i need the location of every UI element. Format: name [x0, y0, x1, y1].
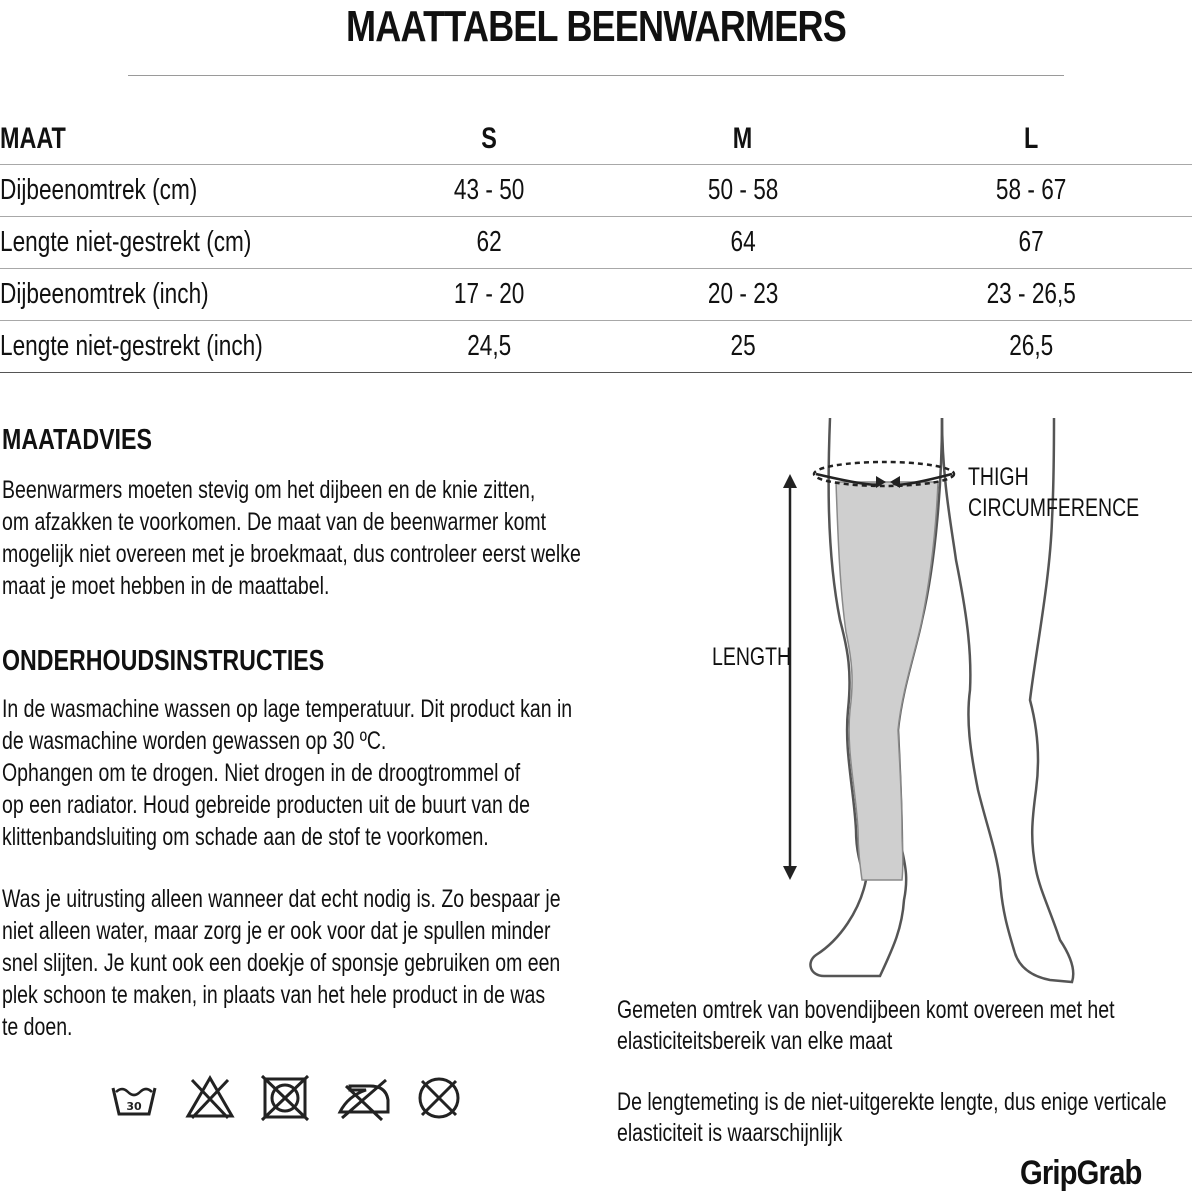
brand-logo: GripGrab — [1020, 1154, 1142, 1192]
page-title: MAATTABEL BEENWARMERS — [346, 2, 846, 51]
no-bleach-icon — [184, 1074, 236, 1122]
text-line: Was je uitrusting alleen wanneer dat echt nodig is. Zo bespaar je — [2, 885, 561, 913]
size-advice-text — [2, 474, 581, 602]
length-note — [617, 1087, 1167, 1149]
leg-warmer-shape — [836, 482, 938, 880]
no-dry-clean-icon — [414, 1074, 464, 1122]
table-cell: 20 - 23 — [707, 278, 779, 310]
table-row — [0, 269, 1192, 321]
text-line: mogelijk niet overeen met je broekmaat, dus controleer eerst welke — [2, 540, 581, 568]
text-line: op een radiator. Houd gebreide producten uit de buurt van de — [2, 791, 530, 819]
table-cell: 24,5 — [466, 330, 512, 362]
text-line: elasticiteitsbereik van elke maat — [617, 1027, 893, 1055]
text-line: niet alleen water, maar zorg je er ook voor dat je spullen minder — [2, 917, 551, 945]
text-line: plek schoon te maken, in plaats van het hele product in de was — [2, 981, 546, 1009]
text-line: maat je moet hebben in de maattabel. — [2, 572, 330, 600]
no-iron-icon — [336, 1074, 392, 1122]
text-line: CIRCUMFERENCE — [968, 494, 1140, 522]
table-row — [0, 165, 1192, 217]
text-line: De lengtemeting is de niet-uitgerekte lengte, dus enige verticale — [617, 1088, 1167, 1116]
table-cell: 62 — [476, 226, 502, 258]
header-cell-l: L — [1023, 121, 1039, 155]
table-cell: 58 - 67 — [995, 174, 1067, 206]
table-cell: 17 - 20 — [453, 278, 525, 310]
no-tumble-dry-icon — [260, 1074, 310, 1122]
table-cell: 67 — [1018, 226, 1044, 258]
table-cell: 25 — [730, 330, 756, 362]
text-line: Gemeten omtrek van bovendijbeen komt overeen met het — [617, 996, 1115, 1024]
title-divider — [128, 75, 1064, 76]
wash-30-icon — [110, 1074, 158, 1122]
table-row — [0, 217, 1192, 269]
text-line: de wasmachine worden gewassen op 30 ºC. — [2, 727, 387, 755]
text-line: Beenwarmers moeten stevig om het dijbeen en de knie zitten, — [2, 476, 536, 504]
care-heading: ONDERHOUDSINSTRUCTIES — [2, 645, 325, 677]
header-cell-maat: MAAT — [0, 121, 66, 155]
table-row — [0, 321, 1192, 373]
text-line: klittenbandsluiting om schade aan de stof te voorkomen. — [2, 823, 489, 851]
row-label: Dijbeenomtrek (cm) — [0, 174, 198, 206]
table-cell: 26,5 — [1008, 330, 1053, 362]
table-cell: 23 - 26,5 — [986, 278, 1076, 310]
text-line: te doen. — [2, 1013, 73, 1041]
size-advice-heading: MAATADVIES — [2, 424, 152, 456]
table-cell: 43 - 50 — [453, 174, 525, 206]
circumference-note — [617, 995, 1115, 1057]
text-line: Ophangen om te drogen. Niet drogen in de droogtrommel of — [2, 759, 521, 787]
text-line: THIGH — [968, 463, 1029, 491]
size-table — [0, 113, 1192, 373]
text-line: elasticiteit is waarschijnlijk — [617, 1119, 843, 1147]
header-cell-m: M — [733, 121, 753, 155]
wash-temp-label: 30 — [126, 1100, 142, 1113]
table-cell: 50 - 58 — [707, 174, 779, 206]
thigh-circumference-label — [968, 462, 1139, 524]
row-label: Lengte niet-gestrekt (cm) — [0, 226, 252, 258]
text-line: om afzakken te voorkomen. De maat van de beenwarmer komt — [2, 508, 547, 536]
length-label: LENGTH — [712, 643, 792, 671]
table-cell: 64 — [730, 226, 756, 258]
care-text-2 — [2, 883, 561, 1043]
header-cell-s: S — [481, 121, 497, 155]
text-line: snel slijten. Je kunt ook een doekje of sponsje gebruiken om een — [2, 949, 561, 977]
text-line: In de wasmachine wassen op lage temperatuur. Dit product kan in — [2, 695, 573, 723]
arrow-up-icon — [783, 474, 797, 488]
row-label: Dijbeenomtrek (inch) — [0, 278, 209, 310]
row-label: Lengte niet-gestrekt (inch) — [0, 330, 263, 362]
table-header-row — [0, 113, 1192, 165]
care-text — [2, 693, 572, 853]
arrow-down-icon — [783, 866, 797, 880]
